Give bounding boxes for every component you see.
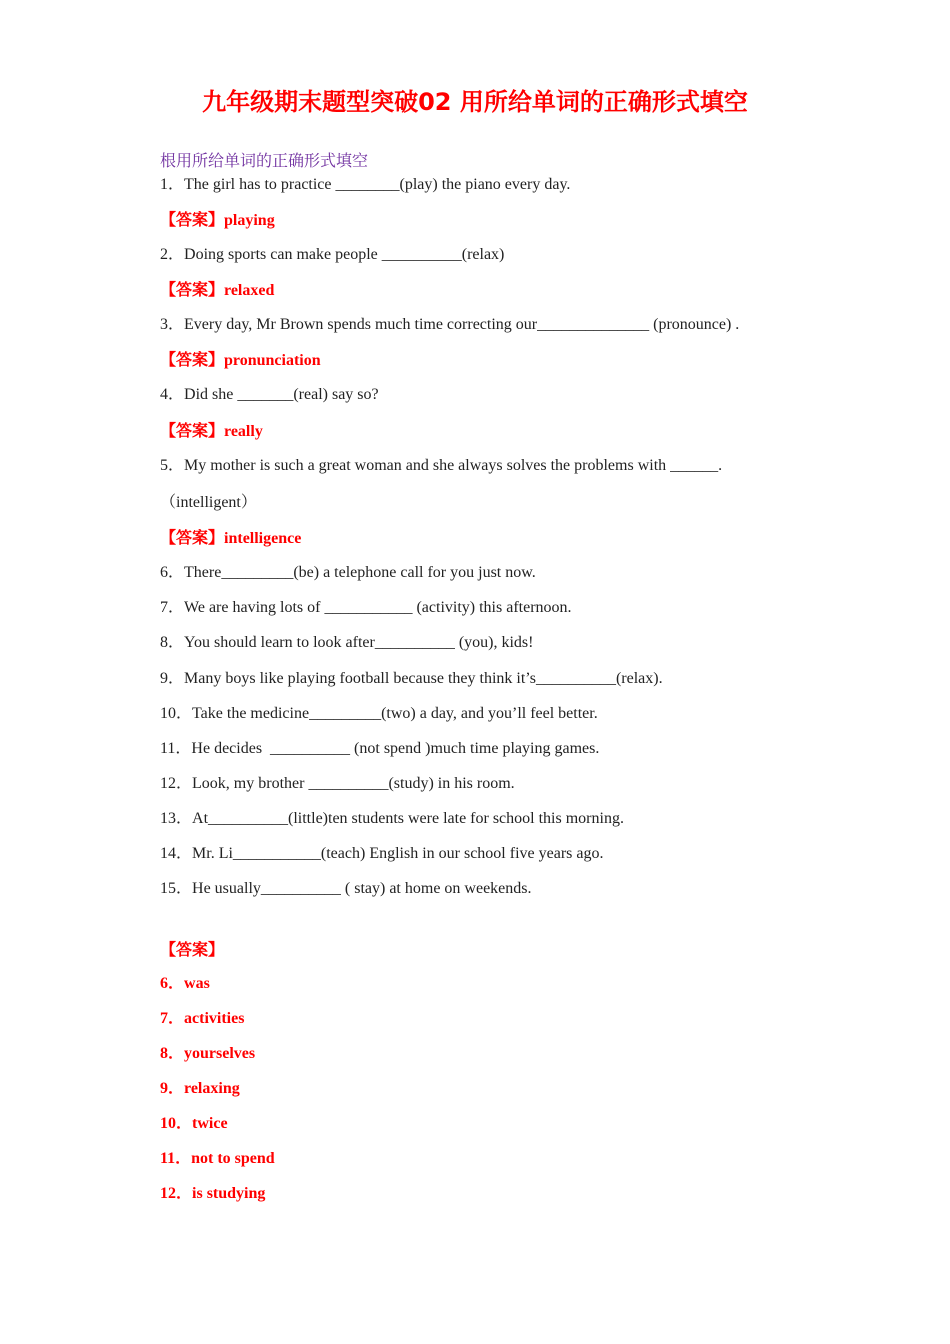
answer-11: 11．not to spend	[160, 1150, 275, 1167]
question-8: 8．You should learn to look after__________ (you), kids!	[160, 634, 534, 651]
question-11: 11．He decides __________ (not spend )much time playing games.	[160, 740, 600, 757]
question-6: 6．There_________(be) a telephone call for you just now.	[160, 564, 536, 581]
question-5: 5．My mother is such a great woman and she always solves the problems with ______.	[160, 457, 723, 474]
answer-2: 【答案】relaxed	[160, 280, 275, 299]
question-12: 12．Look, my brother __________(study) in his room.	[160, 775, 515, 792]
question-9: 9．Many boys like playing football because they think it’s__________(relax).	[160, 670, 663, 687]
answer-1: 【答案】playing	[160, 210, 275, 229]
answer-12: 12．is studying	[160, 1185, 266, 1202]
question-15: 15．He usually__________ ( stay) at home on weekends.	[160, 880, 532, 897]
question-7: 7．We are having lots of ___________ (activity) this afternoon.	[160, 599, 572, 616]
answer-block-heading: 【答案】	[160, 940, 225, 959]
answer-5: 【答案】intelligence	[160, 528, 302, 547]
section-heading: 根用所给单词的正确形式填空	[160, 151, 369, 170]
question-1: 1．The girl has to practice ________(play) the piano every day.	[160, 176, 571, 193]
question-13: 13．At__________(little)ten students were late for school this morning.	[160, 810, 624, 827]
answer-9: 9．relaxing	[160, 1080, 240, 1097]
answer-10: 10．twice	[160, 1115, 228, 1132]
answer-4: 【答案】really	[160, 421, 263, 440]
question-14: 14．Mr. Li___________(teach) English in our school five years ago.	[160, 845, 604, 862]
question-10: 10．Take the medicine_________(two) a day, and you’ll feel better.	[160, 705, 598, 722]
question-3: 3．Every day, Mr Brown spends much time correcting our______________ (pronounce) .	[160, 316, 740, 333]
answer-8: 8．yourselves	[160, 1045, 256, 1062]
question-4: 4．Did she _______(real) say so?	[160, 386, 379, 403]
answer-6: 6．was	[160, 975, 210, 992]
question-2: 2．Doing sports can make people __________(relax)	[160, 246, 505, 263]
page-title: 九年级期末题型突破02 用所给单词的正确形式填空	[202, 88, 748, 116]
question-5-hint: （intelligent）	[160, 494, 257, 511]
answer-7: 7．activities	[160, 1010, 245, 1027]
answer-3: 【答案】pronunciation	[160, 350, 321, 369]
